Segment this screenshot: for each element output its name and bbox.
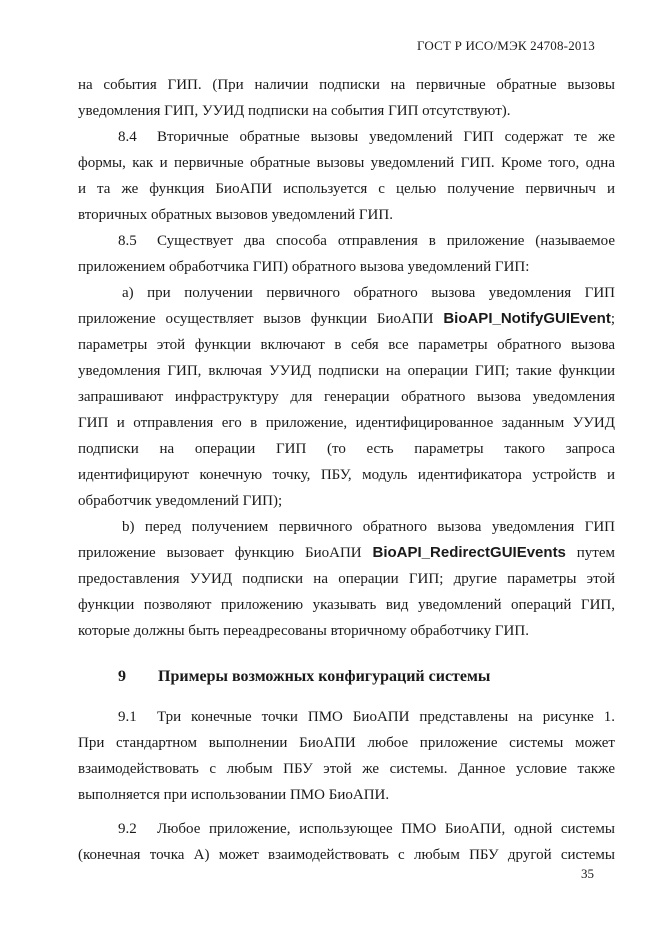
paragraph-8-5-first-line xyxy=(118,228,615,254)
document-header: ГОСТ Р ИСО/МЭК 24708-2013 xyxy=(416,38,595,53)
text-line-with-function xyxy=(78,306,615,332)
text-fragment: ; xyxy=(610,311,616,327)
text-line: Существует два способа отправления в приложение (называемое xyxy=(157,233,615,249)
text-line: выполняется при использовании ПМО БиоАПИ. xyxy=(78,787,390,803)
page-number: 35 xyxy=(581,866,594,881)
function-name-redirect: BioAPI_RedirectGUIEvents xyxy=(372,544,566,561)
text-line: взаимодействовать с любым ПБУ этой же системы. Данное условие также xyxy=(78,761,615,777)
section-heading xyxy=(118,664,490,690)
text-line: приложением обработчика ГИП) обратного вызова уведомлений ГИП: xyxy=(78,259,530,275)
section-number: 9.1 xyxy=(118,709,137,725)
text-line: уведомления ГИП, включая УУИД подписки на операции ГИП; такие функции xyxy=(78,363,615,379)
text-line: а) при получении первичного обратного вызова уведомления ГИП xyxy=(122,285,615,301)
paragraph-9-2-first-line xyxy=(118,816,615,842)
text-line: (конечная точка А) может взаимодействовать с любым ПБУ другой системы xyxy=(78,847,615,863)
text-line: запрашивают инфраструктуру для генерации обратного вызова уведомления xyxy=(78,389,615,405)
paragraph-9-1-first-line xyxy=(118,704,615,730)
text-line-with-function xyxy=(78,540,615,566)
section-heading-number: 9 xyxy=(118,668,126,685)
text-fragment: путем xyxy=(576,545,616,561)
function-name-notify: BioAPI_NotifyGUIEvent xyxy=(443,310,611,327)
text-line: b) перед получением первичного обратного вызова уведомления ГИП xyxy=(122,519,615,535)
paragraph-8-4-first-line xyxy=(118,124,615,150)
text-line: идентифицируют конечную точку, ПБУ, модуль идентификатора устройств и xyxy=(78,467,615,483)
text-line: функции позволяют приложению указывать вид уведомлений операций ГИП, xyxy=(78,597,615,613)
section-number: 8.5 xyxy=(118,233,137,249)
text-line: и та же функция БиоАПИ используется с целью получение первичныч и xyxy=(78,181,615,197)
text-line: формы, как и первичные обратные вызовы уведомлений ГИП. Кроме того, одна xyxy=(78,155,615,171)
section-number: 9.2 xyxy=(118,821,137,837)
text-line: уведомления ГИП, УУИД подписки на события ГИП отсутствуют). xyxy=(78,103,511,119)
section-heading-title: Примеры возможных конфигураций системы xyxy=(158,668,491,685)
text-fragment: приложение вызовает функцию БиоАПИ xyxy=(78,545,362,561)
text-line: вторичных обратных вызовов уведомлений ГИП. xyxy=(78,207,393,223)
text-line: которые должны быть переадресованы вторичному обработчику ГИП. xyxy=(78,623,529,639)
text-line: Три конечные точки ПМО БиоАПИ представлены на рисунке 1. xyxy=(157,709,615,725)
text-line: Вторичные обратные вызовы уведомлений ГИП содержат те же xyxy=(157,129,615,145)
text-line: предоставления УУИД подписки на операции ГИП; другие параметры этой xyxy=(78,571,615,587)
text-line: При стандартном выполнении БиоАПИ любое приложение системы может xyxy=(78,735,615,751)
text-line: подписки на операции ГИП (то есть параметры такого запроса xyxy=(78,441,615,457)
text-line: параметры этой функции включают в себя все параметры обратного вызова xyxy=(78,337,615,353)
text-line: Любое приложение, использующее ПМО БиоАПИ, одной системы xyxy=(157,821,615,837)
section-number: 8.4 xyxy=(118,129,137,145)
text-line: на события ГИП. (При наличии подписки на первичные обратные вызовы xyxy=(78,77,615,93)
text-fragment: приложение осуществляет вызов функции БиоАПИ xyxy=(78,311,434,327)
text-line: обработчик уведомлений ГИП); xyxy=(78,493,283,509)
text-line: ГИП и отправления его в приложение, идентифицированное заданным УУИД xyxy=(78,415,615,431)
